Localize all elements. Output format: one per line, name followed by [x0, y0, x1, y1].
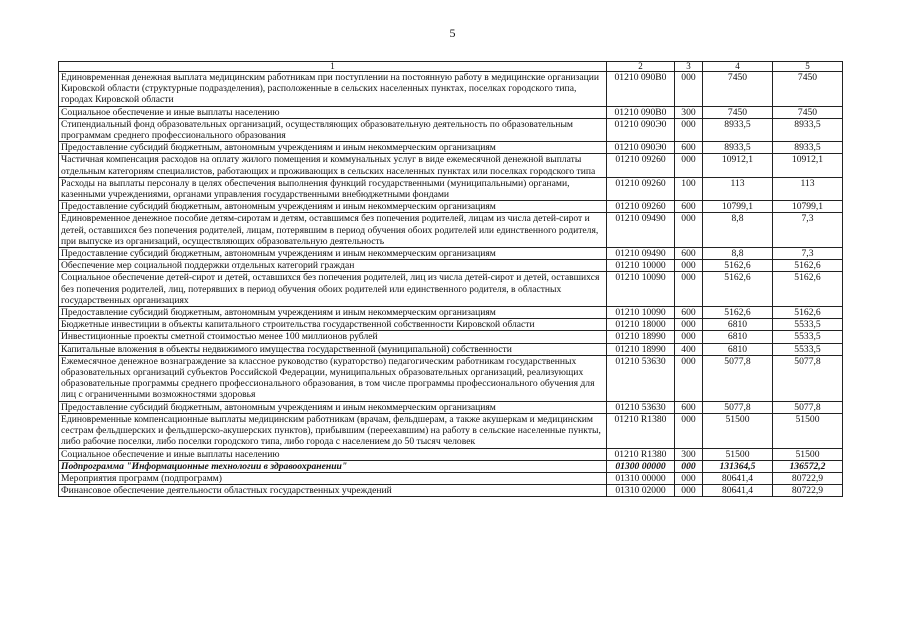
cell-name: Стипендиальный фонд образовательных организаций, осуществляющих образовательную деятельность по образовательным программам среднего профессионального образования [59, 118, 607, 141]
cell-sum-1: 6810 [703, 319, 773, 331]
cell-name: Единовременное денежное пособие детям-сиротам и детям, оставшимся без попечения родителей, лицам из числа детей-сирот и детей, оставшихся без попечения родителей, лицам, потерявшим в период обучения обоих родителей или единственного родителя, при выпуске из организаций, осуществляющих образовательную деятельность [59, 213, 607, 248]
cell-name: Социальное обеспечение и иные выплаты населению [59, 448, 607, 460]
cell-sum-2: 10799,1 [773, 201, 843, 213]
cell-name: Предоставление субсидий бюджетным, автономным учреждениям и иным некоммерческим организациям [59, 142, 607, 154]
cell-code: 01210 R1380 [607, 448, 675, 460]
cell-sum-2: 8933,5 [773, 142, 843, 154]
cell-type: 600 [675, 201, 703, 213]
table-row [59, 307, 843, 319]
cell-sum-2: 5533,5 [773, 319, 843, 331]
cell-name: Подпрограмма "Информационные технологии в здравоохранении" [59, 460, 607, 472]
table-row [59, 248, 843, 260]
cell-sum-2: 51500 [773, 448, 843, 460]
cell-type: 000 [675, 485, 703, 497]
cell-code: 01210 09490 [607, 248, 675, 260]
cell-sum-1: 5162,6 [703, 260, 773, 272]
cell-name: Капитальные вложения в объекты недвижимого имущества государственной (муниципальной) собственности [59, 343, 607, 355]
cell-code: 01210 090Э0 [607, 142, 675, 154]
table-row [59, 319, 843, 331]
cell-code: 01210 18990 [607, 343, 675, 355]
cell-sum-1: 131364,5 [703, 460, 773, 472]
cell-name: Частичная компенсация расходов на оплату жилого помещения и коммунальных услуг в виде ежемесячной денежной выплаты отдельным категориям специалистов, работающих и проживающих в сельских населенных пунктах или поселках городского типа [59, 154, 607, 177]
cell-sum-2: 8933,5 [773, 118, 843, 141]
cell-name: Единовременные компенсационные выплаты медицинским работникам (врачам, фельдшерам, а также акушеркам и медицинским сестрам фельдшерских и фельдшерско-акушерских пунктов), прибывшим (переехавшим) на работу в сельские населенные пункты, либо рабочие поселки, либо поселки городского типа, либо города с населением до 50 тысяч человек [59, 413, 607, 448]
header-cell-type: 3 [675, 62, 703, 72]
table-row [59, 460, 843, 472]
cell-type: 000 [675, 331, 703, 343]
header-cell-name: 1 [59, 62, 607, 72]
cell-sum-1: 51500 [703, 413, 773, 448]
cell-sum-1: 5077,8 [703, 401, 773, 413]
cell-type: 600 [675, 248, 703, 260]
cell-sum-1: 6810 [703, 331, 773, 343]
cell-code: 01210 53630 [607, 355, 675, 401]
cell-code: 01210 18000 [607, 319, 675, 331]
cell-name: Обеспечение мер социальной поддержки отдельных категорий граждан [59, 260, 607, 272]
cell-code: 01210 090В0 [607, 106, 675, 118]
cell-type: 000 [675, 355, 703, 401]
cell-sum-1: 51500 [703, 448, 773, 460]
cell-sum-1: 5162,6 [703, 272, 773, 307]
table-row [59, 154, 843, 177]
cell-sum-1: 10912,1 [703, 154, 773, 177]
cell-type: 000 [675, 272, 703, 307]
cell-type: 000 [675, 72, 703, 107]
cell-sum-2: 5162,6 [773, 307, 843, 319]
table-row [59, 213, 843, 248]
table-row [59, 118, 843, 141]
cell-type: 000 [675, 460, 703, 472]
cell-type: 000 [675, 319, 703, 331]
cell-sum-2: 7450 [773, 106, 843, 118]
cell-sum-1: 7450 [703, 72, 773, 107]
cell-sum-2: 113 [773, 177, 843, 200]
cell-sum-2: 80722,9 [773, 485, 843, 497]
cell-type: 400 [675, 343, 703, 355]
cell-sum-1: 10799,1 [703, 201, 773, 213]
cell-type: 000 [675, 118, 703, 141]
cell-code: 01210 18990 [607, 331, 675, 343]
cell-code: 01210 09490 [607, 213, 675, 248]
cell-code: 01310 00000 [607, 472, 675, 484]
cell-sum-2: 51500 [773, 413, 843, 448]
cell-sum-1: 8,8 [703, 213, 773, 248]
cell-sum-2: 5077,8 [773, 401, 843, 413]
cell-sum-2: 7,3 [773, 213, 843, 248]
cell-sum-1: 80641,4 [703, 472, 773, 484]
cell-type: 100 [675, 177, 703, 200]
cell-sum-2: 5162,6 [773, 260, 843, 272]
table-row [59, 72, 843, 107]
cell-code: 01210 09260 [607, 201, 675, 213]
budget-table [58, 61, 843, 497]
cell-sum-2: 10912,1 [773, 154, 843, 177]
table-row [59, 142, 843, 154]
cell-sum-1: 7450 [703, 106, 773, 118]
cell-name: Предоставление субсидий бюджетным, автономным учреждениям и иным некоммерческим организациям [59, 307, 607, 319]
table-row [59, 355, 843, 401]
table-row [59, 401, 843, 413]
cell-sum-1: 5077,8 [703, 355, 773, 401]
cell-code: 01210 10090 [607, 307, 675, 319]
table-row [59, 272, 843, 307]
cell-name: Социальное обеспечение детей-сирот и детей, оставшихся без попечения родителей, лиц из числа детей-сирот и детей, оставшихся без попечения родителей, лиц, потерявших в период обучения обоих родителей или единственного родителя, в областных государственных организациях [59, 272, 607, 307]
cell-name: Бюджетные инвестиции в объекты капитального строительства государственной собственности Кировской области [59, 319, 607, 331]
header-cell-code: 2 [607, 62, 675, 72]
cell-name: Социальное обеспечение и иные выплаты населению [59, 106, 607, 118]
cell-sum-2: 80722,9 [773, 472, 843, 484]
table-row [59, 485, 843, 497]
table-row [59, 472, 843, 484]
cell-name: Ежемесячное денежное вознаграждение за классное руководство (кураторство) педагогическим работникам государственных образовательных организаций субъектов Российской Федерации, муниципальных образовательных организаций, реализующих образовательные программы среднего профессионального образования, в том числе программы профессионального обучения для лиц с ограниченными возможностями здоровья [59, 355, 607, 401]
cell-code: 01210 090В0 [607, 72, 675, 107]
cell-name: Инвестиционные проекты сметной стоимостью менее 100 миллионов рублей [59, 331, 607, 343]
page-number: 5 [449, 26, 456, 40]
cell-name: Предоставление субсидий бюджетным, автономным учреждениям и иным некоммерческим организациям [59, 248, 607, 260]
cell-name: Предоставление субсидий бюджетным, автономным учреждениям и иным некоммерческим организациям [59, 401, 607, 413]
table-row [59, 177, 843, 200]
cell-type: 600 [675, 401, 703, 413]
table-row [59, 448, 843, 460]
cell-code: 01210 R1380 [607, 413, 675, 448]
cell-type: 600 [675, 142, 703, 154]
cell-sum-2: 136572,2 [773, 460, 843, 472]
table-row [59, 331, 843, 343]
cell-type: 000 [675, 260, 703, 272]
cell-sum-2: 5533,5 [773, 343, 843, 355]
cell-name: Мероприятия программ (подпрограмм) [59, 472, 607, 484]
cell-sum-1: 8933,5 [703, 142, 773, 154]
cell-sum-2: 7450 [773, 72, 843, 107]
cell-name: Предоставление субсидий бюджетным, автономным учреждениям и иным некоммерческим организациям [59, 201, 607, 213]
cell-name: Финансовое обеспечение деятельности областных государственных учреждений [59, 485, 607, 497]
cell-sum-2: 5162,6 [773, 272, 843, 307]
cell-sum-2: 5533,5 [773, 331, 843, 343]
cell-sum-1: 80641,4 [703, 485, 773, 497]
cell-code: 01210 53630 [607, 401, 675, 413]
table-row [59, 343, 843, 355]
cell-type: 000 [675, 472, 703, 484]
cell-type: 000 [675, 213, 703, 248]
cell-sum-1: 8,8 [703, 248, 773, 260]
cell-sum-2: 5077,8 [773, 355, 843, 401]
cell-type: 000 [675, 413, 703, 448]
cell-code: 01210 10090 [607, 272, 675, 307]
cell-type: 300 [675, 448, 703, 460]
header-cell-sum1: 4 [703, 62, 773, 72]
cell-name: Единовременная денежная выплата медицинским работникам при поступлении на постоянную работу в медицинские организации Кировской области (структурные подразделения), расположенные в сельских населенных пунктах, поселках городского типа, городах Кировской области [59, 72, 607, 107]
table-row [59, 201, 843, 213]
table-header-row [59, 62, 843, 72]
cell-sum-2: 7,3 [773, 248, 843, 260]
table-row [59, 413, 843, 448]
table-row [59, 260, 843, 272]
cell-code: 01210 10000 [607, 260, 675, 272]
cell-type: 600 [675, 307, 703, 319]
cell-sum-1: 6810 [703, 343, 773, 355]
cell-type: 300 [675, 106, 703, 118]
table-row [59, 106, 843, 118]
cell-sum-1: 8933,5 [703, 118, 773, 141]
cell-name: Расходы на выплаты персоналу в целях обеспечения выполнения функций государственными (муниципальными) органами, казенными учреждениями, органами управления государственными внебюджетными фондами [59, 177, 607, 200]
cell-code: 01210 090Э0 [607, 118, 675, 141]
header-cell-sum2: 5 [773, 62, 843, 72]
cell-type: 000 [675, 154, 703, 177]
cell-code: 01210 09260 [607, 154, 675, 177]
cell-code: 01210 09260 [607, 177, 675, 200]
cell-sum-1: 113 [703, 177, 773, 200]
cell-code: 01300 00000 [607, 460, 675, 472]
cell-sum-1: 5162,6 [703, 307, 773, 319]
cell-code: 01310 02000 [607, 485, 675, 497]
